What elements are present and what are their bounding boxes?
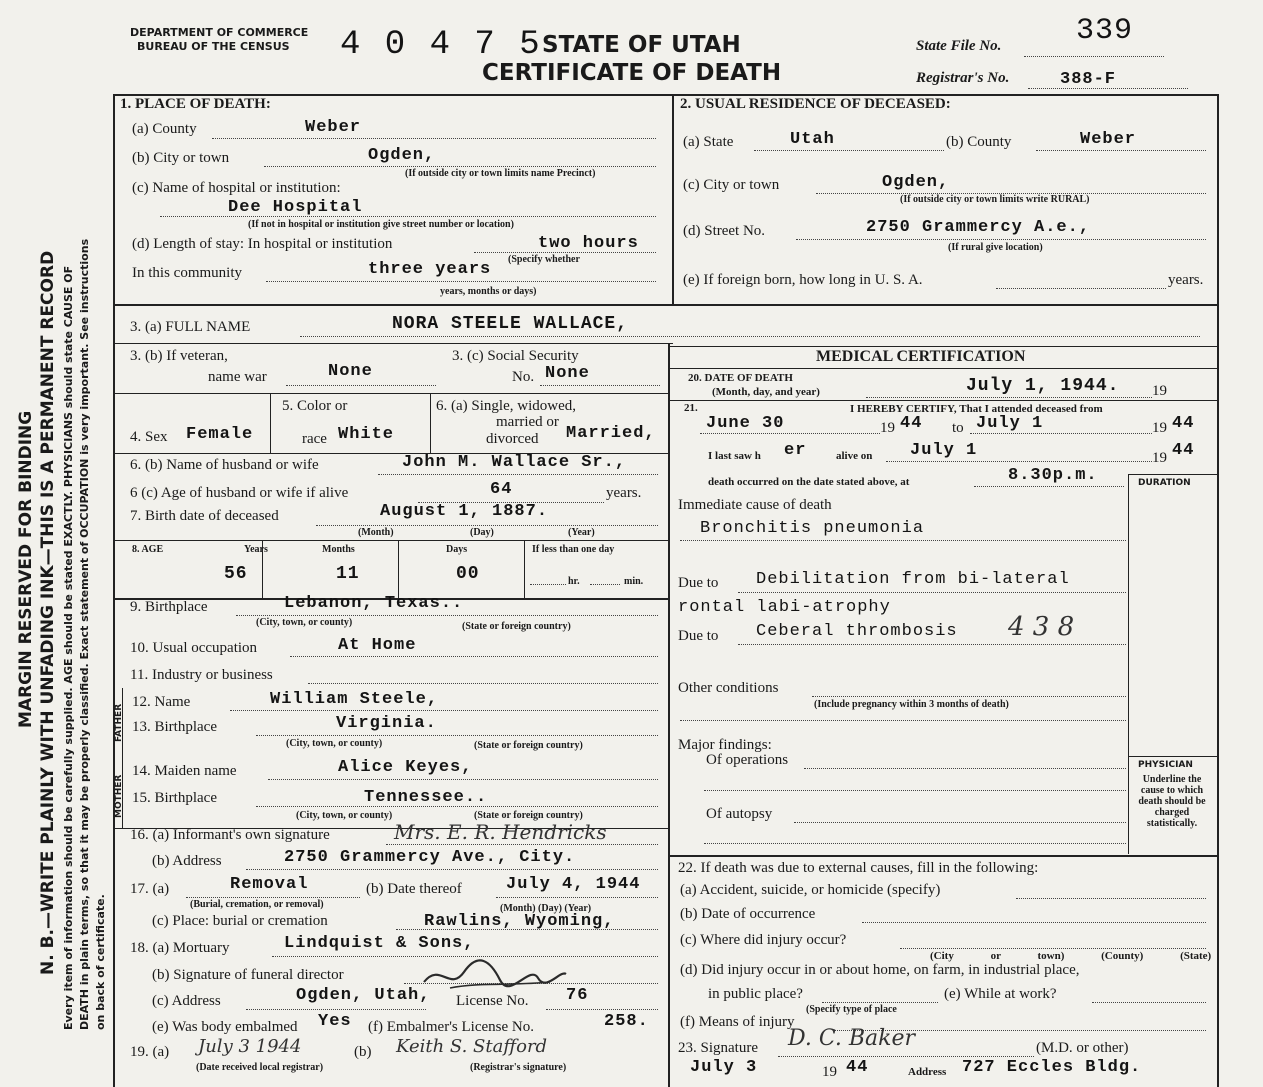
birthplace-note-2: (State or foreign country) — [462, 621, 571, 632]
death-time-value: 8.30p.m. — [1008, 466, 1098, 485]
of-operations-label: Of operations — [706, 752, 789, 768]
age-days-label: Days — [446, 544, 468, 555]
dept-commerce-label: DEPARTMENT OF COMMERCE — [130, 26, 309, 39]
registrar-date-label: 19. (a) — [130, 1044, 170, 1060]
physician-note: Underline the cause to which death should be charged statistically. — [1138, 774, 1206, 829]
registrar-value: 388-F — [1060, 70, 1117, 89]
pod-county-label: (a) County — [132, 121, 197, 137]
attended-from-year: 44 — [900, 414, 923, 433]
social-security-no-label: No. — [512, 369, 535, 385]
spouse-age-value: 64 — [490, 480, 513, 499]
last-saw-value: er — [784, 441, 807, 460]
burial-date-value: July 4, 1944 — [506, 875, 641, 894]
res-street-value: 2750 Grammercy A.e., — [866, 218, 1091, 237]
bureau-census-label: BUREAU OF THE CENSUS — [137, 40, 290, 53]
due-to-2-duration: 4 3 8 — [1008, 612, 1075, 642]
public-place-label: in public place? — [708, 986, 803, 1002]
md-label: (M.D. or other) — [1036, 1040, 1129, 1056]
alive-on-label: alive on — [836, 450, 873, 462]
res-city-note: (If outside city or town limits write RURAL) — [900, 194, 1090, 205]
margin-permanent-record-text: N. B.—WRITE PLAINLY WITH UNFADING INK—THIS IS A PERMANENT RECORD — [38, 250, 58, 975]
registrar-date-note: (Date received local registrar) — [196, 1062, 324, 1073]
burial-date-note: (Month) (Day) (Year) — [500, 903, 592, 914]
father-bp-note-2: (State or foreign country) — [474, 740, 583, 751]
marital-label-2: married or — [496, 414, 559, 430]
mother-name-value: Alice Keyes, — [338, 758, 473, 777]
spouse-name-label: 6. (b) Name of husband or wife — [130, 457, 319, 473]
age-hr-label: hr. — [568, 576, 580, 587]
race-label: race — [302, 431, 327, 447]
res-street-note: (If rural give location) — [948, 242, 1043, 253]
other-conditions-note: (Include pregnancy within 3 months of death) — [814, 699, 1009, 710]
pod-county-value: Weber — [305, 118, 362, 137]
social-security-label: 3. (c) Social Security — [452, 348, 579, 364]
marital-label-3: divorced — [486, 431, 539, 447]
informant-signature: Mrs. E. R. Hendricks — [394, 820, 607, 844]
attended-to-label: to — [952, 420, 964, 436]
father-birthplace-label: 13. Birthplace — [132, 719, 217, 735]
while-at-work-label: (e) While at work? — [944, 986, 1057, 1002]
due-to-1-value-cont: rontal labi-atrophy — [678, 598, 891, 617]
res-foreign-label: (e) If foreign born, how long in U. S. A. — [683, 272, 923, 288]
medical-cert-heading: MEDICAL CERTIFICATION — [816, 348, 1026, 365]
birth-day-note: (Day) — [470, 527, 494, 538]
physician-year-prefix: 19 — [822, 1064, 837, 1080]
physician-year: 44 — [846, 1058, 869, 1077]
alive-on-year: 44 — [1172, 441, 1195, 460]
date-of-death-suffix: 19 — [1152, 383, 1167, 399]
date-of-death-value: July 1, 1944. — [966, 376, 1120, 396]
external-heading: 22. If death was due to external causes, fill in the following: — [678, 860, 1039, 876]
occupation-value: At Home — [338, 636, 417, 655]
date-of-death-label: 20. DATE OF DEATH — [688, 372, 793, 384]
occupation-label: 10. Usual occupation — [130, 640, 258, 656]
mortuary-address-label: (c) Address — [152, 993, 221, 1009]
burial-label: 17. (a) — [130, 881, 170, 897]
mother-vertical-label: MOTHER — [114, 774, 124, 818]
pod-specify-note: (Specify whether — [508, 254, 580, 265]
birth-month-note: (Month) — [358, 527, 394, 538]
embalmed-label: (e) Was body embalmed — [152, 1019, 298, 1035]
registrar-sig-label: (b) — [354, 1044, 372, 1060]
certificate-title: CERTIFICATE OF DEATH — [482, 60, 782, 86]
mother-bp-note-2: (State or foreign country) — [474, 810, 583, 821]
informant-address-label: (b) Address — [152, 853, 222, 869]
pod-hospital-value: Dee Hospital — [228, 198, 363, 217]
where-injury-label: (c) Where did injury occur? — [680, 932, 847, 948]
physician-signature: D. C. Baker — [788, 1026, 916, 1051]
death-occurred-label: death occurred on the date stated above, at — [708, 476, 910, 488]
mother-name-label: 14. Maiden name — [132, 763, 237, 779]
res-city-label: (c) City or town — [683, 177, 780, 193]
license-label: License No. — [456, 993, 529, 1009]
embalmer-license-value: 258. — [604, 1012, 649, 1031]
age-label: 8. AGE — [132, 544, 164, 555]
state-file-label: State File No. — [916, 38, 1002, 54]
age-min-label: min. — [624, 576, 644, 587]
res-street-label: (d) Street No. — [683, 223, 766, 239]
father-birthplace-value: Virginia. — [336, 714, 437, 733]
birthplace-note-1: (City, town, or county) — [256, 617, 353, 628]
funeral-director-label: (b) Signature of funeral director — [152, 967, 344, 983]
res-county-value: Weber — [1080, 130, 1137, 149]
res-county-label: (b) County — [946, 134, 1012, 150]
home-farm-label: (d) Did injury occur in or about home, on farm, in industrial place, — [680, 962, 1080, 978]
full-name-value: NORA STEELE WALLACE, — [392, 314, 629, 334]
other-conditions-label: Other conditions — [678, 680, 779, 696]
res-city-value: Ogden, — [882, 173, 950, 192]
immediate-cause-value: Bronchitis pneumonia — [700, 519, 925, 538]
full-name-label: 3. (a) FULL NAME — [130, 319, 251, 335]
margin-instructions-2: DEATH in plain terms, so that it may be properly classified. Exact statement of OCCUPATION is very important. See instructions — [78, 238, 91, 1030]
color-value: White — [338, 425, 395, 444]
sex-label: 4. Sex — [130, 429, 168, 445]
spouse-age-unit: years. — [606, 485, 642, 501]
color-label: 5. Color or — [282, 398, 348, 414]
burial-note: (Burial, cremation, or removal) — [190, 899, 324, 910]
father-bp-note-1: (City, town, or county) — [286, 738, 383, 749]
due-to-2-value: Ceberal thrombosis — [756, 622, 958, 641]
age-days-value: 00 — [456, 564, 480, 584]
burial-place-value: Rawlins, Wyoming, — [424, 912, 615, 931]
attended-to-value: July 1 — [976, 414, 1044, 433]
pod-community-label: In this community — [132, 265, 242, 281]
due-to-1-value: Debilitation from bi-lateral — [756, 570, 1070, 589]
state-title: STATE OF UTAH — [542, 32, 741, 58]
embalmed-value: Yes — [318, 1012, 352, 1031]
birth-date-label: 7. Birth date of deceased — [130, 508, 279, 524]
pod-stay-label: (d) Length of stay: In hospital or institution — [132, 236, 393, 252]
pod-stay-value: two hours — [538, 234, 639, 253]
margin-instructions-1: Every item of information should be carefully supplied. AGE should be stated EXACTLY. PHYSICIANS should state CAUSE OF — [62, 265, 75, 1030]
age-years-label: Years — [244, 544, 268, 555]
due-to-1-label: Due to — [678, 575, 719, 591]
age-months-label: Months — [322, 544, 355, 555]
certify-num: 21. — [684, 402, 698, 414]
informant-address-value: 2750 Grammercy Ave., City. — [284, 848, 576, 867]
birth-date-value: August 1, 1887. — [380, 502, 549, 521]
marital-label: 6. (a) Single, widowed, — [436, 398, 576, 414]
spouse-age-label: 6 (c) Age of husband or wife if alive — [130, 485, 349, 501]
occurrence-label: (b) Date of occurrence — [680, 906, 816, 922]
pod-community-value: three years — [368, 260, 492, 279]
age-months-value: 11 — [336, 564, 360, 584]
embalmer-license-label: (f) Embalmer's License No. — [368, 1019, 534, 1035]
age-years-value: 56 — [224, 564, 248, 584]
burial-place-label: (c) Place: burial or cremation — [152, 913, 328, 929]
margin-instructions-3: on back of certificate. — [94, 894, 107, 1030]
alive-on-value: July 1 — [910, 441, 978, 460]
mother-bp-note-1: (City, town, or county) — [296, 810, 393, 821]
physician-label: PHYSICIAN — [1138, 760, 1193, 770]
means-injury-label: (f) Means of injury — [680, 1014, 795, 1030]
physician-sig-label: 23. Signature — [678, 1040, 758, 1056]
state-file-value: 339 — [1076, 14, 1134, 48]
birthplace-label: 9. Birthplace — [130, 599, 208, 615]
mortuary-address-value: Ogden, Utah, — [296, 986, 431, 1005]
pod-city-label: (b) City or town — [132, 150, 230, 166]
pod-hospital-label: (c) Name of hospital or institution: — [132, 180, 341, 196]
pod-city-value: Ogden, — [368, 146, 436, 165]
veteran-war-label: name war — [208, 369, 267, 385]
duration-label: DURATION — [1138, 478, 1191, 488]
license-value: 76 — [566, 986, 589, 1005]
sex-value: Female — [186, 425, 254, 444]
mortuary-value: Lindquist & Sons, — [284, 934, 475, 953]
age-lt-label: If less than one day — [532, 544, 615, 555]
mother-birthplace-value: Tennessee.. — [364, 788, 488, 807]
last-saw-label: I last saw h — [708, 450, 761, 462]
birthplace-value: Lebanon, Texas.. — [284, 594, 464, 613]
registrar-label: Registrar's No. — [916, 70, 1010, 86]
due-to-2-label: Due to — [678, 628, 719, 644]
attended-to-year-prefix: 19 — [1152, 420, 1167, 436]
birth-year-note: (Year) — [568, 527, 595, 538]
registrar-signature: Keith S. Stafford — [396, 1036, 548, 1057]
res-state-value: Utah — [790, 130, 835, 149]
informant-sig-label: 16. (a) Informant's own signature — [130, 827, 330, 843]
father-name-label: 12. Name — [132, 694, 191, 710]
margin-binding-text: MARGIN RESERVED FOR BINDING — [16, 410, 36, 728]
mother-birthplace-label: 15. Birthplace — [132, 790, 217, 806]
immediate-cause-label: Immediate cause of death — [678, 497, 832, 513]
burial-date-label: (b) Date thereof — [366, 881, 462, 897]
certify-text: I HEREBY CERTIFY, That I attended deceased from — [850, 403, 1103, 415]
spouse-name-value: John M. Wallace Sr., — [402, 453, 627, 472]
marital-value: Married, — [566, 424, 656, 443]
burial-value: Removal — [230, 875, 309, 894]
place-of-death-heading: 1. PLACE OF DEATH: — [120, 96, 271, 112]
certificate-serial: 4 0 4 7 5 — [340, 26, 542, 64]
registrar-sig-note: (Registrar's signature) — [470, 1062, 567, 1073]
pod-hospital-note: (If not in hospital or institution give street number or location) — [248, 219, 514, 230]
father-name-value: William Steele, — [270, 690, 439, 709]
veteran-value: None — [328, 362, 373, 381]
physician-address-value: 727 Eccles Bldg. — [962, 1058, 1142, 1077]
physician-date-value: July 3 — [690, 1058, 758, 1077]
attended-from-value: June 30 — [706, 414, 785, 433]
social-security-value: None — [545, 364, 590, 383]
where-injury-note: (City or town) (County) (State) — [930, 950, 1212, 962]
residence-heading: 2. USUAL RESIDENCE OF DECEASED: — [680, 96, 951, 112]
pod-city-note: (If outside city or town limits name Precinct) — [405, 168, 596, 179]
major-findings-label: Major findings: — [678, 737, 772, 753]
mortuary-label: 18. (a) Mortuary — [130, 940, 230, 956]
funeral-director-signature-scribble — [420, 952, 570, 996]
res-state-label: (a) State — [683, 134, 734, 150]
accident-label: (a) Accident, suicide, or homicide (specify) — [680, 882, 941, 898]
public-place-note: (Specify type of place — [806, 1004, 897, 1015]
pod-ymd-note: years, months or days) — [440, 286, 537, 297]
res-foreign-unit: years. — [1168, 272, 1204, 288]
industry-label: 11. Industry or business — [130, 667, 273, 683]
of-autopsy-label: Of autopsy — [706, 806, 773, 822]
attended-to-year: 44 — [1172, 414, 1195, 433]
attended-from-year-prefix: 19 — [880, 420, 895, 436]
physician-address-label: Address — [908, 1066, 947, 1078]
date-of-death-note: (Month, day, and year) — [712, 386, 820, 398]
registrar-date-received: July 3 1944 — [198, 1036, 302, 1057]
alive-on-year-prefix: 19 — [1152, 450, 1167, 466]
father-vertical-label: FATHER — [114, 703, 124, 742]
veteran-label: 3. (b) If veteran, — [130, 348, 228, 364]
